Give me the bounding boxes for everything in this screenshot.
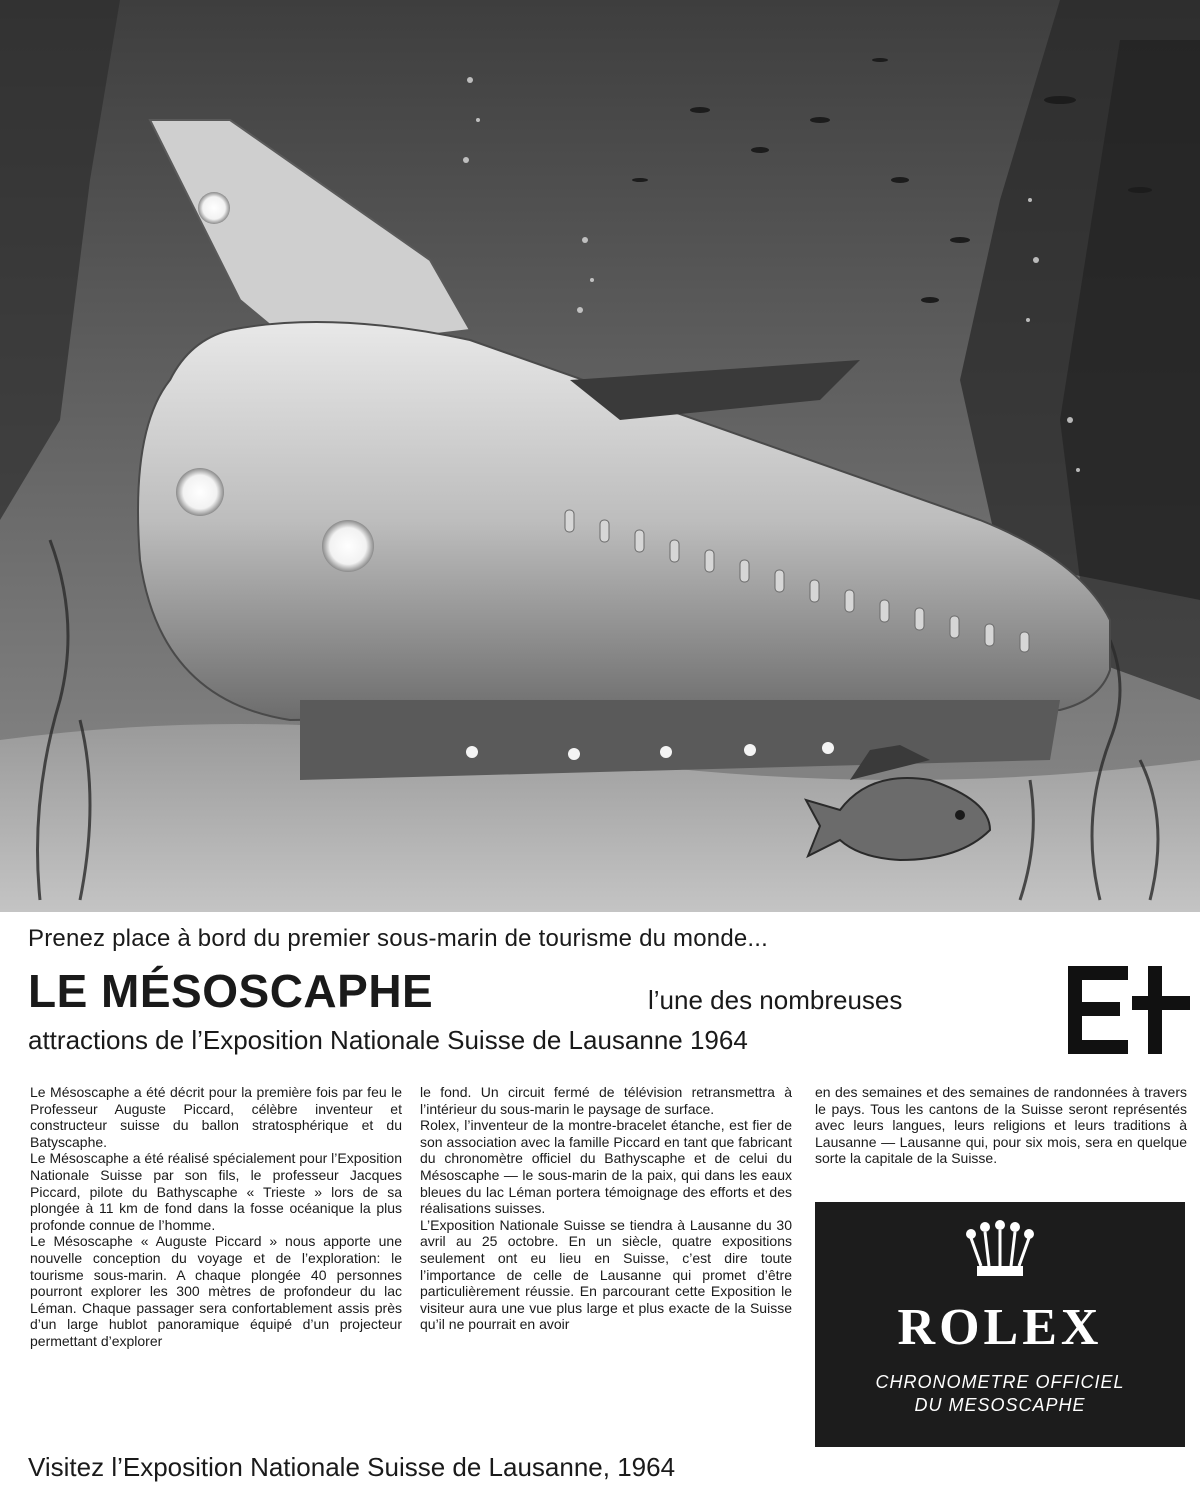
rolex-brand: ROLEX [897, 1299, 1103, 1356]
body-column-1 [30, 1084, 402, 1350]
paragraph: Le Mésoscaphe a été réalisé spécialement pour l’Exposition Nationale Suisse par son fils, le professeur Jacques Piccard, pilote du Bathyscaphe « Trieste » lors de sa plongée à 11 km de fond dans la fosse océanique la plus profonde connue de l’homme. [30, 1150, 402, 1233]
rolex-caption-line2: DU MESOSCAPHE [914, 1395, 1086, 1415]
paragraph: Le Mésoscaphe a été décrit pour la première fois par feu le Professeur Auguste Piccard, célèbre inventeur et constructeur suisse du ballon stratosphérique et du Batyscaphe. [30, 1084, 402, 1150]
paragraph: le fond. Un circuit fermé de télévision retransmettra à l’intérieur du sous-marin le paysage de surface. [420, 1084, 792, 1117]
crown-icon [963, 1220, 1037, 1280]
paragraph: en des semaines et des semaines de randonnées à travers le pays. Tous les cantons de la Suisse seront représentés avec leurs langues, leurs religions et leurs traditions à Lausanne — Lausanne qui, pour six mois, sera en quelque sorte la capitale de la Suisse. [815, 1084, 1187, 1167]
paragraph: Rolex, l’inventeur de la montre-bracelet étanche, est fier de son association avec la famille Piccard en tant que fabricant du chronomètre officiel du Bathyscaphe et de celui du Mésoscaphe — le sous-marin de la paix, qui dans les eaux bleues du lac Léman portera témoignage des efforts et des réalisations suisses. [420, 1117, 792, 1217]
body-column-2 [420, 1084, 792, 1333]
headline-title: LE MÉSOSCAPHE [28, 965, 434, 1017]
expo-cross-logo-icon [1062, 960, 1192, 1060]
rolex-caption-line1: CHRONOMETRE OFFICIEL [875, 1372, 1125, 1392]
paragraph: Le Mésoscaphe « Auguste Piccard » nous apporte une nouvelle conception du voyage et de l’exploration: le tourisme sous-marin. A chaque plongée 40 personnes pourront explorer les 300 mètres de profondeur du lac Léman. Chaque passager sera confortablement assis près d’un large hublot panoramique équipé d’un projecteur permettant d’explorer [30, 1233, 402, 1349]
headline-subtitle: attractions de l’Exposition Nationale Suisse de Lausanne 1964 [28, 1025, 748, 1055]
paragraph: L’Exposition Nationale Suisse se tiendra à Lausanne du 30 avril au 25 octobre. En un siècle, quatre expositions seulement ont eu lieu en Suisse, c’est dire toute l’importance de celle de Lausanne qui promet d’être particulièrement réussie. En parcourant cette Exposition le visiteur aura une vue plus large et plus exacte de la Suisse qu’il ne pourrait en avoir [420, 1216, 792, 1333]
footer-visit-line: Visitez l’Exposition Nationale Suisse de Lausanne, 1964 [28, 1452, 676, 1482]
tagline: Prenez place à bord du premier sous-marin de tourisme du monde... [28, 925, 769, 952]
rolex-panel [815, 1202, 1185, 1447]
headline-suffix: l’une des nombreuses [648, 985, 903, 1015]
body-column-3 [815, 1084, 1187, 1167]
